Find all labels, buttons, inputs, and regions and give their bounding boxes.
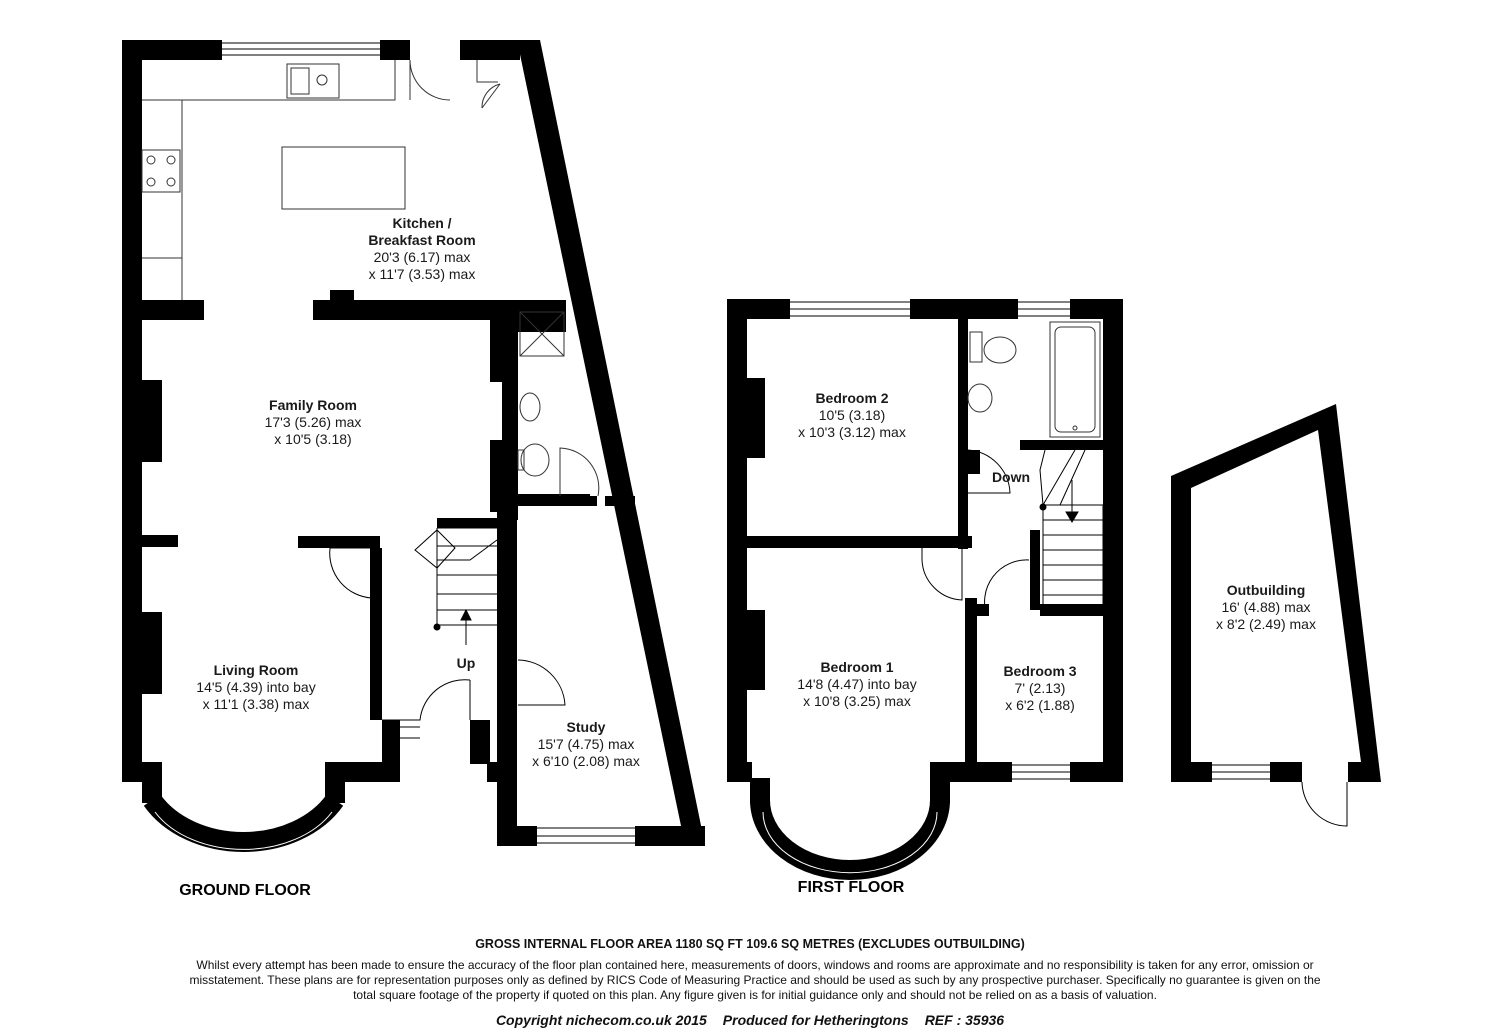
- first-floor-plan: [727, 299, 1123, 873]
- hob-icon: [142, 150, 180, 192]
- reference-text: REF : 35936: [924, 1012, 1005, 1028]
- bathroom-fixtures: [968, 322, 1100, 437]
- toilet-icon: [521, 444, 549, 476]
- bedroom3-dim-1: 7' (2.13): [1014, 680, 1066, 696]
- study-dim-2: x 6'10 (2.08) max: [532, 753, 640, 769]
- bedroom1-bay-window: [760, 800, 940, 873]
- bath-basin-icon: [968, 384, 992, 412]
- study-dim-1: 15'7 (4.75) max: [537, 736, 635, 752]
- living-room-bay-window: [152, 800, 335, 849]
- bedroom2-name: Bedroom 2: [815, 390, 889, 406]
- bedroom1-dim-1: 14'8 (4.47) into bay: [797, 676, 917, 692]
- basin-icon: [520, 393, 540, 421]
- produced-for-text: Produced for Hetheringtons: [722, 1012, 909, 1028]
- outbuilding-dim-1: 16' (4.88) max: [1221, 599, 1311, 615]
- living-room-dim-1: 14'5 (4.39) into bay: [196, 679, 316, 695]
- kitchen-name-1: Kitchen /: [392, 215, 452, 231]
- outbuilding-name: Outbuilding: [1226, 582, 1306, 598]
- bedroom1-dim-2: x 10'8 (3.25) max: [803, 693, 911, 709]
- sink-icon: [287, 64, 339, 98]
- study-name: Study: [566, 719, 606, 735]
- kitchen-dim-2: x 11'7 (3.53) max: [368, 266, 476, 282]
- copyright-text: Copyright nichecom.co.uk 2015: [495, 1012, 707, 1028]
- bedroom3-name: Bedroom 3: [1003, 663, 1077, 679]
- bedroom1-name: Bedroom 1: [820, 659, 894, 675]
- bedroom3-dim-2: x 6'2 (1.88): [1005, 697, 1075, 713]
- bedroom2-dim-1: 10'5 (3.18): [818, 407, 886, 423]
- outbuilding-plan: [1171, 404, 1381, 826]
- ground-floor-plan: [122, 40, 705, 849]
- ground-floor-doors-stairs: [330, 528, 565, 720]
- living-room-dim-2: x 11'1 (3.38) max: [202, 696, 310, 712]
- stairs-down-label: Down: [991, 469, 1031, 485]
- wc-icon: [984, 337, 1016, 363]
- outbuilding-door-swing: [1302, 782, 1347, 826]
- copyright-line: [0, 1012, 1500, 1028]
- living-room-name: Living Room: [213, 662, 299, 678]
- stairs-up-label: Up: [456, 655, 476, 671]
- family-room-dim-1: 17'3 (5.26) max: [264, 414, 362, 430]
- family-room-name: Family Room: [269, 397, 357, 413]
- kitchen-island: [282, 147, 405, 209]
- first-floor-title: FIRST FLOOR: [797, 879, 905, 896]
- disclaimer-text: Whilst every attempt has been made to ensure the accuracy of the floor plan contained here, measurements of doors, windows and rooms are approximate and no responsibility is taken for any error, omission or misstatement. These plans are for representation purposes only as defined by RICS Code of Measuring Practice and should be used as such by any prospective purchaser. Specifically no guarantee is given on the total square footage of the property if quoted on this plan. Any figure given is for initial guidance only and should not be relied on as a basis of valuation.: [189, 958, 1321, 1002]
- family-room-dim-2: x 10'5 (3.18): [274, 431, 352, 447]
- kitchen-dim-1: 20'3 (6.17) max: [373, 249, 471, 265]
- first-floor-walls: [727, 299, 1123, 803]
- outbuilding-dim-2: x 8'2 (2.49) max: [1216, 616, 1316, 632]
- ground-floor-title: GROUND FLOOR: [179, 882, 311, 899]
- bedroom2-dim-2: x 10'3 (3.12) max: [798, 424, 906, 440]
- gross-area-statement: GROSS INTERNAL FLOOR AREA 1180 SQ FT 109.6 SQ METRES (EXCLUDES OUTBUILDING): [475, 937, 1025, 951]
- bath-icon: [1050, 322, 1100, 437]
- kitchen-name-2: Breakfast Room: [368, 232, 476, 248]
- ground-floor-walls: [122, 40, 705, 846]
